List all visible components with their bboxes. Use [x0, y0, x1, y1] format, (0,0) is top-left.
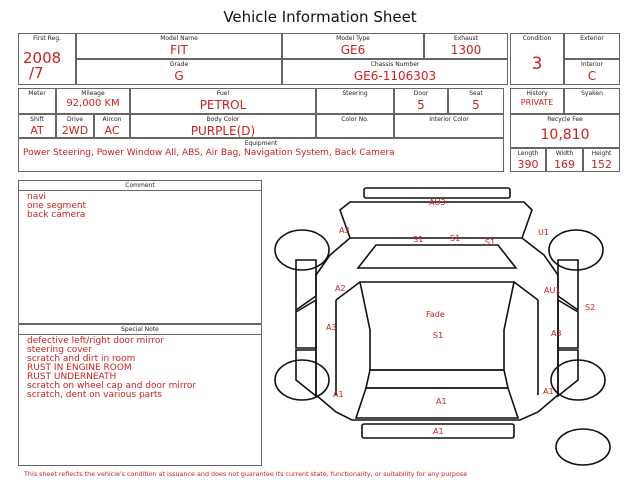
chassis-label: Chassis Number — [370, 61, 420, 68]
damage-a1-rear: A1 — [436, 397, 447, 406]
spare-wheel — [556, 429, 610, 465]
fuel-label: Fuel — [216, 90, 230, 97]
door-value: 5 — [417, 98, 425, 112]
width-label: Width — [555, 150, 574, 157]
damage-a3-right: A3 — [551, 329, 562, 338]
first-reg-year: 2008 — [23, 49, 62, 67]
damage-a3-left: A3 — [326, 323, 337, 332]
front-bumper-shape — [364, 188, 510, 198]
history-label: History — [526, 90, 548, 97]
rear-window-shape — [366, 370, 508, 388]
recycle-fee-value: 10,810 — [540, 127, 590, 143]
special-note-line: scratch and dirt in room — [27, 354, 136, 364]
grade-label: Grade — [169, 61, 189, 68]
model-type-value: GE6 — [340, 43, 366, 57]
seat-value: 5 — [472, 98, 480, 112]
syaken-label: Syaken — [581, 90, 603, 97]
body-color-label: Body Color — [206, 116, 240, 123]
model-name-label: Model Name — [160, 35, 198, 42]
shift-value: AT — [30, 124, 44, 137]
wheel-rear-left — [275, 360, 329, 400]
left-rear-door — [296, 350, 316, 396]
exterior-label: Exterior — [580, 35, 604, 42]
special-note-line: steering cover — [27, 345, 92, 355]
hood-shape — [340, 202, 532, 238]
body-outline — [316, 238, 561, 420]
drive-value: 2WD — [61, 124, 89, 137]
damage-s1-roof: S1 — [433, 331, 444, 340]
damage-a2: A2 — [335, 284, 346, 293]
damage-u1: U1 — [538, 228, 549, 237]
special-note-line: RUST IN ENGINE ROOM — [27, 363, 132, 373]
damage-s2: S2 — [585, 303, 596, 312]
exhaust-value: 1300 — [450, 43, 482, 57]
interior-label: Interior — [581, 61, 603, 68]
special-note-line: defective left/right door mirror — [27, 336, 165, 346]
length-value: 390 — [517, 158, 539, 171]
special-note-line: scratch, dent on various parts — [27, 390, 163, 400]
damage-a1-rear-right: A1 — [543, 387, 554, 396]
damage-a1-bumper: A1 — [433, 427, 444, 436]
damage-s1-a: S1 — [413, 235, 424, 244]
width-value: 169 — [554, 158, 575, 171]
mileage-value: 92,000 KM — [66, 98, 120, 109]
model-name-value: FIT — [170, 43, 188, 57]
mileage-label: Mileage — [81, 90, 105, 97]
disclaimer: This sheet reflects the vehicle's condition at issuance and does not guarantee its current state, functionality, or suitability for any purpose — [24, 470, 468, 478]
comment-label: Comment — [19, 181, 261, 191]
recycle-fee-label: Recycle Fee — [547, 116, 583, 123]
equipment-value: Power Steering, Power Window All, ABS, Air Bag, Navigation System, Back Camera — [23, 148, 395, 158]
meter-label: Meter — [28, 90, 46, 97]
steering-label: Steering — [342, 90, 368, 97]
damage-au3: AU3 — [429, 198, 446, 207]
cabin-shape — [360, 282, 514, 370]
right-rear-door — [558, 350, 578, 396]
aircon-value: AC — [104, 124, 120, 137]
windshield-shape — [358, 245, 516, 268]
first-reg-month: /7 — [29, 64, 44, 82]
model-type-label: Model Type — [336, 35, 370, 42]
special-note-line: RUST UNDERNEATH — [27, 372, 117, 382]
wheel-front-right — [549, 230, 603, 270]
height-value: 152 — [591, 158, 612, 171]
damage-au1: AU1 — [544, 286, 561, 295]
damage-a3-front-left: A3 — [339, 226, 350, 235]
damage-s1-b: S1 — [450, 234, 461, 243]
seat-label: Seat — [469, 90, 483, 97]
door-label: Door — [413, 90, 429, 97]
shift-label: Shift — [30, 116, 44, 123]
sheet-title: Vehicle Information Sheet — [223, 8, 417, 26]
first-reg-label: First Reg. — [33, 35, 61, 42]
equipment-label: Equipment — [244, 140, 278, 147]
grade-value: G — [174, 69, 184, 83]
special-note-line: scratch on wheel cap and door mirror — [27, 381, 197, 391]
special-note-label: Special Note — [19, 325, 261, 335]
height-label: Height — [591, 150, 612, 157]
damage-fade: Fade — [426, 310, 445, 319]
condition-label: Condition — [522, 35, 552, 42]
chassis-value: GE6-1106303 — [353, 69, 437, 83]
interior-value: C — [587, 69, 597, 83]
damage-a1-rear-left: A1 — [333, 390, 344, 399]
exhaust-label: Exhaust — [453, 35, 479, 42]
comment-line: one segment — [27, 201, 87, 211]
aircon-label: Aircon — [102, 116, 122, 123]
fuel-value: PETROL — [199, 98, 247, 112]
interior-color-label: Interior Color — [429, 116, 469, 123]
history-value: PRIVATE — [520, 98, 554, 107]
length-label: Length — [517, 150, 539, 157]
comment-line: back camera — [27, 210, 86, 220]
drive-label: Drive — [67, 116, 83, 123]
damage-s1-c: S1 — [485, 238, 496, 247]
comment-line: navi — [27, 192, 47, 202]
body-color-value: PURPLE(D) — [190, 124, 256, 138]
color-no-label: Color No. — [341, 116, 369, 123]
condition-value: 3 — [531, 54, 543, 74]
wheel-front-left — [275, 230, 329, 270]
